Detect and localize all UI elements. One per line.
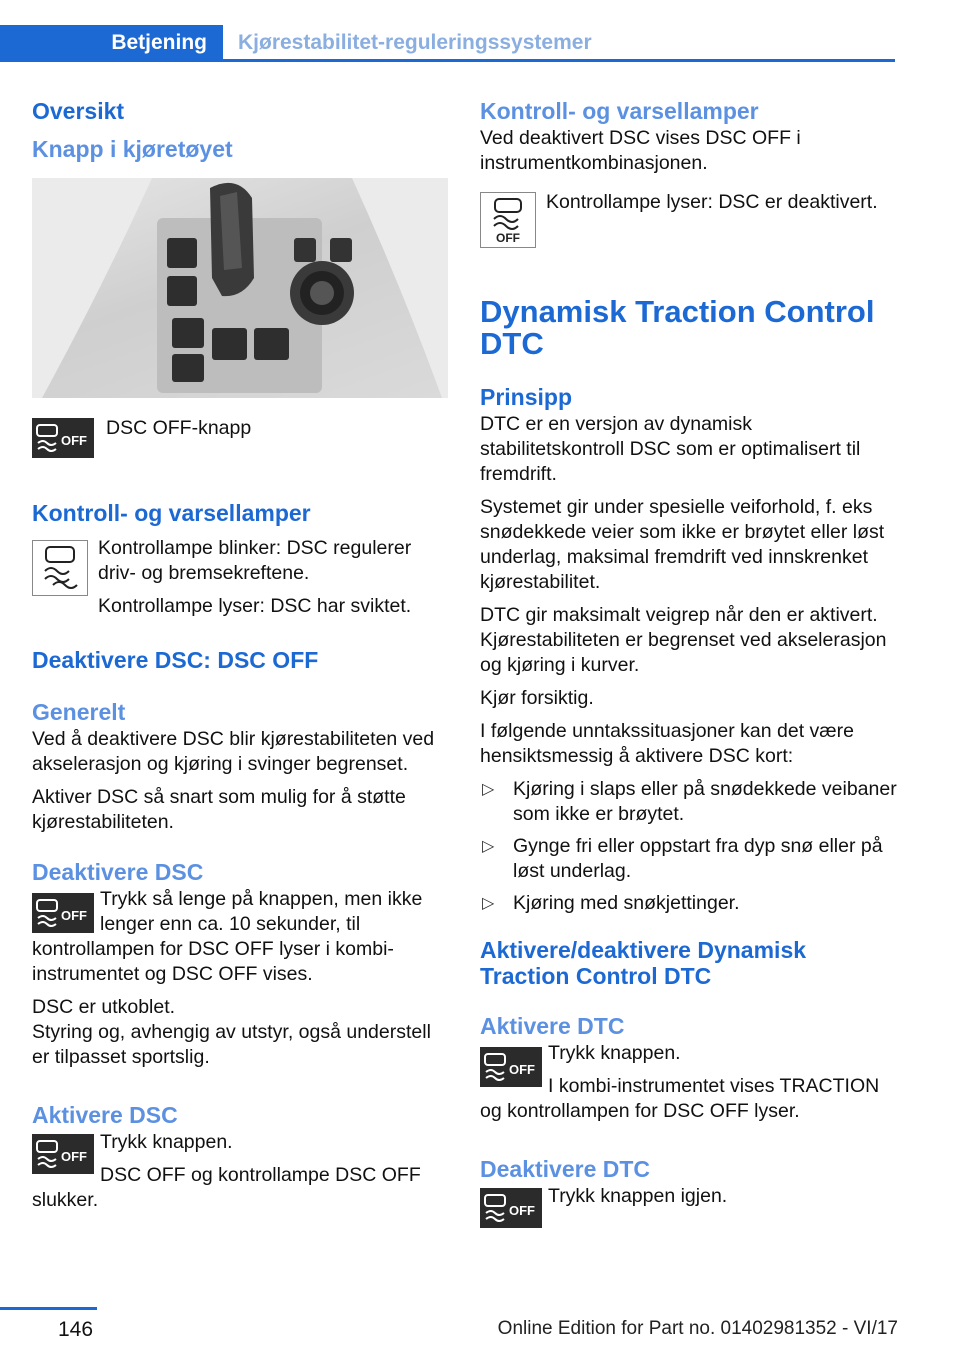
right-column xyxy=(480,96,900,1228)
center-console-photo xyxy=(32,178,448,398)
list-item: ▷ Gynge fri eller oppstart fra dyp snø eller på løst underlag. xyxy=(482,835,883,882)
dsc-off-knapp-caption: DSC OFF-knapp xyxy=(106,417,252,439)
heading-kontroll-left: Kontroll- og varsellamper xyxy=(32,500,311,526)
dsc-off-button-icon xyxy=(32,1134,94,1174)
deaktivere-dsc-text-3: Styring og, avhengig av utstyr, også understell er tilpasset sportslig. xyxy=(32,1021,431,1068)
dsc-off-button-icon xyxy=(480,1047,542,1087)
deaktivere-dsc-row xyxy=(32,887,448,987)
left-column xyxy=(32,96,448,1213)
prinsipp-text-4: Kjør forsiktig. xyxy=(480,687,594,709)
deaktivere-dsc-text-1: Trykk så lenge på knappen, men ikke lenger enn ca. 10 sekunder, til kontrollampen for DSC OFF lyser i kombi-instrumentet og DSC OFF vises. xyxy=(32,888,423,985)
aktivere-dsc-text-1: Trykk knappen. xyxy=(100,1131,233,1153)
kontroll-sviktet-text: Kontrollampe lyser: DSC har sviktet. xyxy=(98,595,412,617)
heading-deaktivere-dsc: Deaktivere DSC xyxy=(32,859,204,885)
list-item: ▷ Kjøring i slaps eller på snødekkede veibaner som ikke er brøytet. xyxy=(482,778,897,825)
aktivere-dtc-text-2: I kombi-instrumentet vises TRACTION og kontrollampen for DSC OFF lyser. xyxy=(480,1075,880,1122)
off-label: OFF xyxy=(61,433,87,448)
page-number: 146 xyxy=(58,1318,94,1341)
heading-knapp: Knapp i kjøretøyet xyxy=(32,136,233,162)
heading-generelt: Generelt xyxy=(32,699,126,725)
triangle-bullet-icon: ▷ xyxy=(482,895,495,912)
prinsipp-text-1: DTC er en versjon av dynamisk stabilitetskontroll DSC som er optimalisert til fremdrift. xyxy=(480,413,861,485)
heading-oversikt: Oversikt xyxy=(32,98,125,124)
heading-aktivere-dsc: Aktivere DSC xyxy=(32,1102,178,1128)
deaktivere-dsc-text-2: DSC er utkoblet. xyxy=(32,996,176,1018)
generelt-text-1: Ved å deaktivere DSC blir kjørestabiliteten ved akselerasjon og kjøring i svinger begrenset. xyxy=(32,728,435,775)
generelt-text-2: Aktiver DSC så snart som mulig for å støtte kjørestabiliteten. xyxy=(32,786,406,833)
exception-list xyxy=(480,777,900,916)
heading-deaktivere-dsc-off: Deaktivere DSC: DSC OFF xyxy=(32,647,319,673)
aktivere-dsc-row xyxy=(32,1130,448,1213)
off-label: OFF xyxy=(61,908,87,923)
dsc-off-button-icon xyxy=(32,418,94,458)
aktivere-dtc-text-1: Trykk knappen. xyxy=(548,1042,681,1064)
heading-akt-deakt-dtc: Aktivere/deaktivere Dynamisk Traction Control DTC xyxy=(480,937,807,989)
off-label: OFF xyxy=(509,1062,535,1077)
deaktivere-dtc-text-1: Trykk knappen igjen. xyxy=(548,1185,728,1207)
prinsipp-text-2: Systemet gir under spesielle veiforhold, f. eks snødekkede veier som ikke er brøytet eller løst underlag, maksimal fremdrift ved innskrenket kjørestabilitet. xyxy=(480,496,885,593)
chapter-title: Kjørestabilitet-reguleringssystemer xyxy=(238,31,592,54)
heading-kontroll-right: Kontroll- og varsellamper xyxy=(480,98,759,124)
off-label: OFF xyxy=(61,1149,87,1164)
off-label: OFF xyxy=(496,231,520,245)
off-label: OFF xyxy=(509,1203,535,1218)
prinsipp-text-5: I følgende unntakssituasjoner kan det være hensiktsmessig å aktivere DSC kort: xyxy=(480,720,854,767)
heading-aktivere-dtc: Aktivere DTC xyxy=(480,1013,625,1039)
center-console-illustration xyxy=(32,178,448,398)
kontroll-right-text-1: Ved deaktivert DSC vises DSC OFF i instrumentkombinasjonen. xyxy=(480,127,801,174)
edition-note: Online Edition for Part no. 01402981352 - VI/17 xyxy=(497,1318,898,1339)
triangle-bullet-icon: ▷ xyxy=(482,781,495,798)
heading-prinsipp: Prinsipp xyxy=(480,384,573,410)
kontroll-right-row xyxy=(480,190,900,248)
list-item: ▷ Kjøring med snøkjettinger. xyxy=(482,892,740,914)
kontroll-right-text-2: Kontrollampe lyser: DSC er deaktivert. xyxy=(546,191,878,213)
triangle-bullet-icon: ▷ xyxy=(482,838,495,855)
deaktivere-dtc-row xyxy=(480,1184,900,1228)
prinsipp-text-3: DTC gir maksimalt veigrep når den er aktivert. Kjørestabiliteten er begrenset ved akselerasjon og kjøring i kurver. xyxy=(480,604,887,676)
header-rule xyxy=(0,59,895,62)
kontroll-row-left xyxy=(32,536,448,619)
chapter-header xyxy=(0,25,895,61)
footer-rule xyxy=(0,1307,97,1310)
kontroll-blinker-text: Kontrollampe blinker: DSC regulerer driv- og bremsekreftene. xyxy=(98,537,412,584)
dsc-off-button-icon xyxy=(32,893,94,933)
dsc-off-button-icon xyxy=(480,1188,542,1228)
section-tab: Betjening xyxy=(0,25,223,61)
dsc-off-lamp-icon xyxy=(480,192,536,248)
dsc-off-button-row xyxy=(32,416,448,458)
aktivere-dtc-row xyxy=(480,1041,900,1124)
heading-deaktivere-dtc: Deaktivere DTC xyxy=(480,1156,651,1182)
aktivere-dsc-text-2: DSC OFF og kontrollampe DSC OFF slukker. xyxy=(32,1164,421,1211)
heading-dtc: Dynamisk Traction Control DTC xyxy=(480,294,875,361)
dsc-warning-lamp-icon xyxy=(32,540,88,596)
